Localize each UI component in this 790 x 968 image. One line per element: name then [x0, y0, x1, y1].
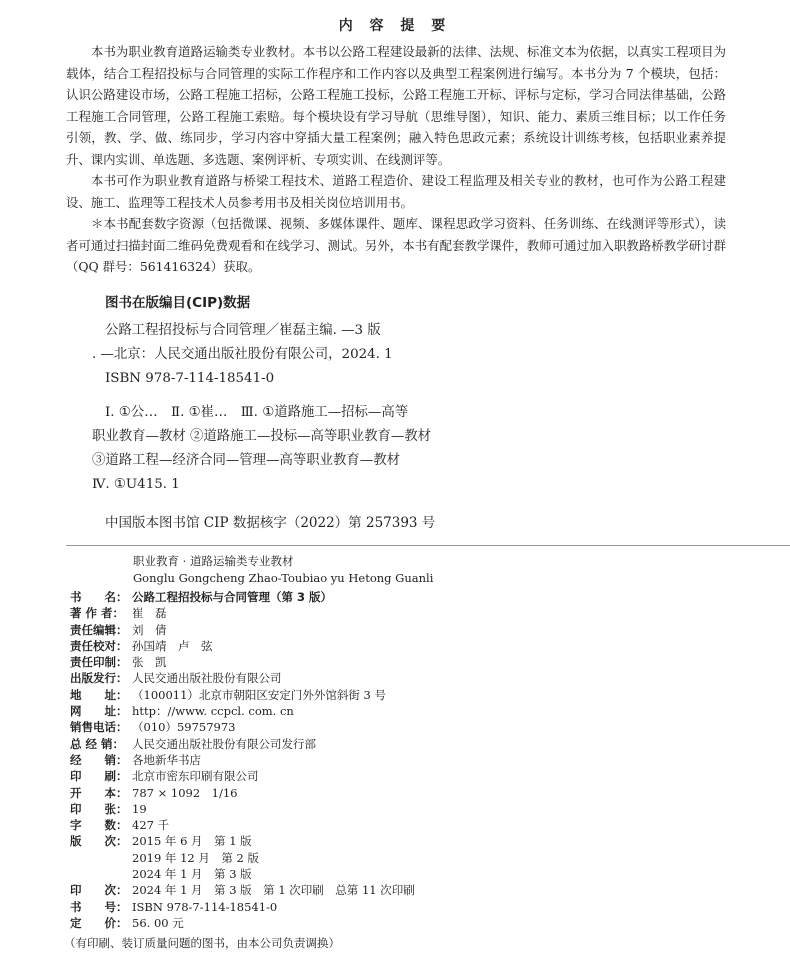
record-row	[70, 801, 415, 817]
record-value: 2015 年 6 月 第 1 版	[132, 834, 252, 849]
record-row	[70, 703, 415, 719]
record-value: 北京市密东印刷有限公司	[132, 769, 259, 784]
record-label: 定 价：	[70, 915, 128, 930]
cip-check-number: 中国版本图书馆 CIP 数据核字（2022）第 257393 号	[105, 515, 436, 531]
record-value: 427 千	[132, 818, 170, 833]
record-value: 人民交通出版社股份有限公司发行部	[132, 736, 316, 751]
summary-paragraph: ＊本书配套数字资源（包括微课、视频、多媒体课件、题库、课程思政学习资料、任务训练、在线测评等形式），读者可通过扫描封面二维码免费观看和在线学习、测试。另外，本书有配套教学课件，教师可通过加入职教路桥教学研讨群（QQ 群号：561416324）获取。	[66, 216, 726, 274]
record-label: 地 址：	[70, 687, 128, 702]
record-row	[70, 752, 415, 768]
record-value: （010）59757973	[132, 720, 236, 735]
record-label: 版 次：	[70, 834, 128, 849]
record-value: （100011）北京市朝阳区安定门外外馆斜街 3 号	[132, 687, 387, 702]
record-row	[70, 817, 415, 833]
record-row	[70, 899, 415, 915]
record-value: 2024 年 1 月 第 3 版	[132, 867, 252, 882]
cip-class-line: 职业教育—教材 ②道路施工—投标—高等职业教育—教材	[92, 429, 432, 444]
summary-paragraph: 本书可作为职业教育道路与桥梁工程技术、道路工程造价、建设工程监理及相关专业的教材，也可作为公路工程建设、施工、监理等工程技术人员参考用书及相关岗位培训用书。	[66, 173, 726, 210]
record-value: 人民交通出版社股份有限公司	[132, 671, 282, 686]
record-label: 书 名：	[70, 590, 128, 604]
record-row	[70, 638, 415, 654]
record-row	[70, 589, 415, 605]
record-value: 2019 年 12 月 第 2 版	[132, 850, 259, 865]
record-label: 印 刷：	[70, 769, 128, 784]
record-value: http：//www. ccpcl. com. cn	[132, 704, 294, 719]
record-row	[70, 719, 415, 735]
record-value: ISBN 978-7-114-18541-0	[132, 899, 278, 914]
record-label: 印 张：	[70, 801, 128, 816]
publication-record	[70, 589, 415, 931]
cip-record	[92, 319, 393, 391]
record-label: 开 本：	[70, 785, 128, 800]
record-row	[70, 915, 415, 931]
record-row	[70, 687, 415, 703]
record-label: 总 经 销：	[70, 736, 125, 751]
series-block	[133, 553, 433, 587]
record-row	[70, 866, 415, 882]
cip-line: 公路工程招投标与合同管理／崔磊主编. —3 版	[105, 323, 381, 338]
record-value: 孙国靖 卢 弦	[132, 638, 213, 653]
cip-line: ISBN 978-7-114-18541-0	[105, 371, 275, 386]
record-row	[70, 605, 415, 621]
title-pinyin: Gonglu Gongcheng Zhao-Toubiao yu Hetong Guanli	[133, 571, 434, 585]
record-label: 字 数：	[70, 818, 128, 833]
divider	[66, 545, 790, 546]
summary-section	[66, 41, 726, 278]
record-value: 56. 00 元	[132, 915, 184, 930]
record-label: 责任印制：	[70, 655, 128, 670]
record-value: 崔 磊	[132, 606, 167, 621]
cip-classification	[92, 401, 431, 497]
record-row	[70, 768, 415, 784]
record-value: 787 × 1092 1/16	[132, 785, 238, 800]
summary-title: 内 容 提 要	[338, 18, 452, 34]
record-label: 著 作 者：	[70, 606, 125, 621]
record-value: 19	[132, 801, 147, 816]
record-value: 各地新华书店	[132, 752, 201, 767]
cip-class-line: ③道路工程—经济合同—管理—高等职业教育—教材	[92, 453, 400, 468]
record-label: 经 销：	[70, 752, 128, 767]
record-label: 印 次：	[70, 883, 128, 898]
record-label	[70, 850, 132, 866]
record-row	[70, 882, 415, 898]
series-name: 职业教育 · 道路运输类专业教材	[133, 554, 294, 568]
record-label: 网 址：	[70, 704, 128, 719]
record-label: 责任编辑：	[70, 622, 128, 637]
record-row	[70, 850, 415, 866]
cip-class-line: Ⅰ. ①公… Ⅱ. ①崔… Ⅲ. ①道路施工—招标—高等	[105, 405, 409, 420]
record-label: 出版发行：	[70, 671, 128, 686]
record-label: 责任校对：	[70, 638, 128, 653]
record-label	[70, 866, 132, 882]
record-row	[70, 622, 415, 638]
record-label: 书 号：	[70, 899, 128, 914]
record-row	[70, 785, 415, 801]
summary-paragraph: 本书为职业教育道路运输类专业教材。本书以公路工程建设最新的法律、法规、标准文本为依据，以真实工程项目为载体，结合工程招投标与合同管理的实际工作程序和工作内容以及典型工程案例进行编写。本书分为 7 个模块，包括：认识公路建设市场，公路工程施工招标，公路工程施工投标，公路工程施工开标、评标与定标，学习合同法律基础，公路工程施工合同管理，公路工程施工索赔。每个模块设有学习导航（思维导图），知识、能力、素质三维目标；以工作任务引领，教、学、做、练同步，学习内容中穿插大量工程案例；融入特色思政元素；系统设计训练考核，包括职业素养提升、课内实训、单选题、多选题、案例评析、专项实训、在线测评等。	[66, 44, 726, 167]
record-row	[70, 654, 415, 670]
record-value: 张 凯	[132, 655, 167, 670]
record-row	[70, 736, 415, 752]
quality-note: （有印刷、装订质量问题的图书，由本公司负责调换）	[64, 936, 340, 950]
cip-line: . —北京：人民交通出版社股份有限公司，2024. 1	[92, 347, 393, 362]
record-value: 2024 年 1 月 第 3 版 第 1 次印刷 总第 11 次印刷	[132, 883, 415, 898]
record-row	[70, 670, 415, 686]
cip-heading: 图书在版编目(CIP)数据	[105, 295, 251, 311]
record-label: 销售电话：	[70, 720, 128, 735]
cip-class-line: Ⅳ. ①U415. 1	[92, 477, 180, 492]
record-row	[70, 833, 415, 849]
record-value: 刘 倩	[132, 622, 167, 637]
record-value: 公路工程招投标与合同管理（第 3 版）	[132, 590, 333, 604]
